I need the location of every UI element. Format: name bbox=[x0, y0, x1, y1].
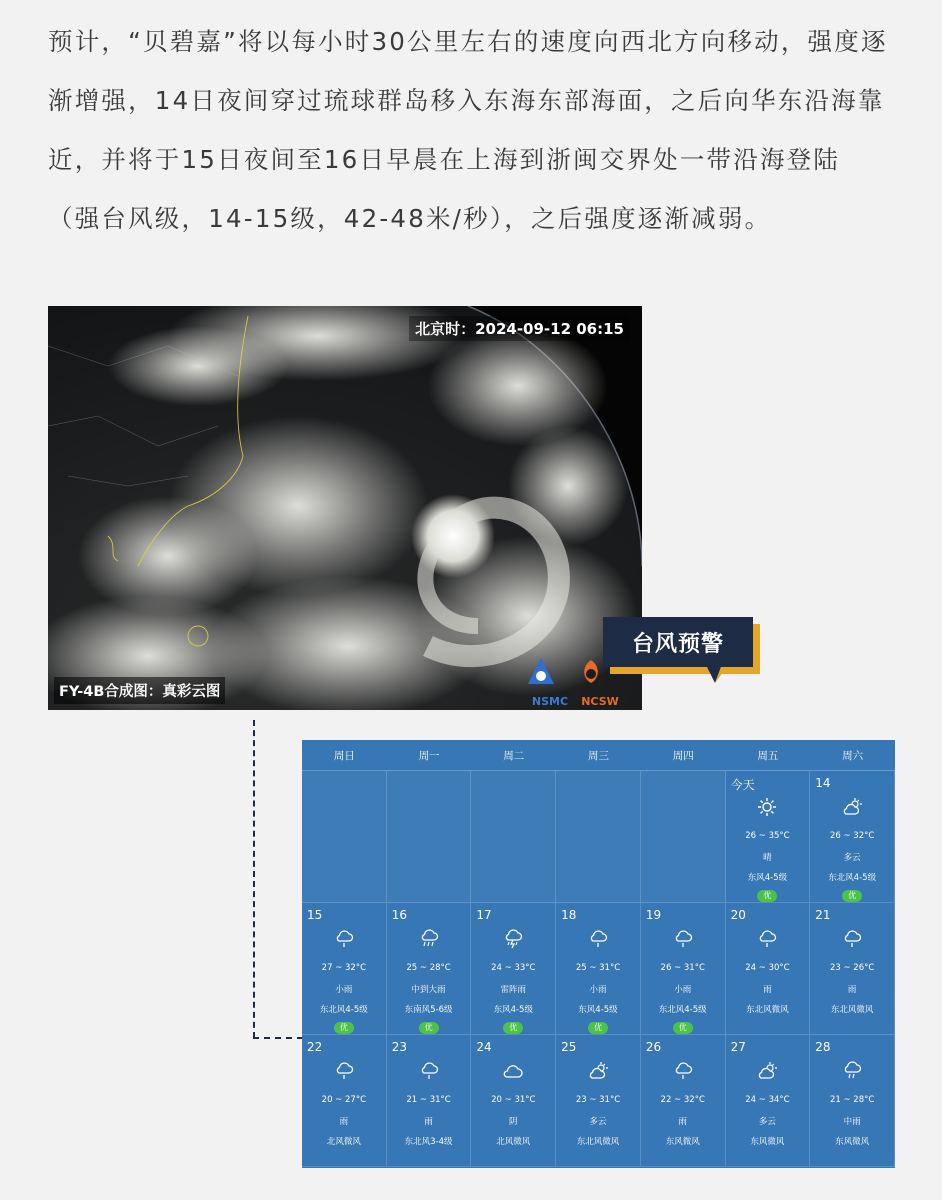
calendar-empty-cell bbox=[387, 771, 472, 903]
day-date: 18 bbox=[561, 908, 577, 922]
day-temperature: 20 ~ 31°C bbox=[491, 1095, 536, 1105]
day-temperature: 21 ~ 28°C bbox=[829, 1095, 875, 1105]
day-temperature: 25 ~ 28°C bbox=[406, 963, 451, 973]
day-wind: 东风4-5级 bbox=[578, 1005, 618, 1015]
calendar-day-cell[interactable] bbox=[556, 903, 641, 1035]
day-condition: 多云 bbox=[589, 1117, 607, 1127]
calendar-empty-cell bbox=[302, 771, 387, 903]
day-date: 26 bbox=[645, 1040, 662, 1054]
ncsw-logo-text: NCSW bbox=[581, 695, 619, 708]
weekday-sun: 周日 bbox=[333, 749, 355, 762]
weekday-thu: 周四 bbox=[672, 749, 694, 762]
day-date: 16 bbox=[391, 908, 407, 922]
day-condition: 小雨 bbox=[674, 985, 692, 995]
day-date: 14 bbox=[815, 776, 831, 790]
day-date: 25 bbox=[561, 1040, 577, 1054]
moderate-rain-icon bbox=[810, 1061, 894, 1081]
aqi-badge: 优 bbox=[419, 1022, 439, 1034]
day-condition: 多云 bbox=[758, 1117, 776, 1127]
rain-icon bbox=[641, 1061, 725, 1081]
aqi-badge: 优 bbox=[503, 1022, 523, 1034]
rain-icon bbox=[302, 929, 386, 949]
calendar-day-cell[interactable] bbox=[471, 1035, 556, 1167]
article-paragraph: 预计，“贝碧嘉”将以每小时30公里左右的速度向西北方向移动，强度逐渐增强，14日夜间穿过琉球群岛移入东海东部海面，之后向华东沿海靠近，并将于15日夜间至16日早晨在上海到浙闽交界处一带沿海登陆（强台风级，14-15级，42-48米/秒），之后强度逐渐减弱。 bbox=[48, 27, 888, 233]
sun-icon bbox=[726, 797, 810, 817]
day-wind: 东风微风 bbox=[750, 1137, 785, 1147]
satellite-caption: FY-4B合成图：真彩云图 bbox=[54, 677, 225, 704]
day-date: 17 bbox=[476, 908, 492, 922]
day-condition: 中到大雨 bbox=[411, 985, 446, 995]
day-condition: 小雨 bbox=[335, 985, 353, 995]
calendar-day-cell[interactable] bbox=[726, 903, 811, 1035]
nsmc-logo bbox=[526, 656, 574, 708]
weekday-tue: 周二 bbox=[503, 749, 525, 762]
weekday-wed: 周三 bbox=[587, 749, 609, 762]
dashed-connector-vertical bbox=[253, 720, 255, 1038]
weekday-fri: 周五 bbox=[757, 749, 779, 762]
day-condition: 雨 bbox=[339, 1117, 349, 1127]
calendar-day-cell[interactable] bbox=[387, 903, 472, 1035]
rain-icon bbox=[810, 929, 894, 949]
day-temperature: 20 ~ 27°C bbox=[321, 1095, 367, 1105]
calendar-day-cell[interactable] bbox=[810, 1035, 895, 1167]
calendar-day-cell[interactable] bbox=[302, 903, 387, 1035]
day-date: 21 bbox=[815, 908, 831, 922]
rain-icon bbox=[387, 1061, 471, 1081]
calendar-day-cell[interactable] bbox=[556, 1035, 641, 1167]
day-wind: 东北风4-5级 bbox=[658, 1005, 707, 1015]
weather-calendar bbox=[302, 740, 895, 1168]
rain-icon bbox=[641, 929, 725, 949]
aqi-badge: 优 bbox=[757, 890, 777, 902]
partly-cloudy-icon bbox=[556, 1061, 640, 1081]
day-condition: 雨 bbox=[763, 985, 772, 995]
calendar-empty-cell bbox=[471, 771, 556, 903]
calendar-day-cell[interactable] bbox=[302, 1035, 387, 1167]
calendar-day-cell[interactable] bbox=[726, 771, 811, 903]
calendar-day-cell[interactable] bbox=[810, 771, 895, 903]
day-date: 22 bbox=[307, 1040, 323, 1054]
calendar-weekday-header bbox=[302, 740, 895, 770]
weekday-mon: 周一 bbox=[418, 749, 440, 762]
partly-cloudy-icon bbox=[726, 1061, 810, 1081]
day-wind: 东南风5-6级 bbox=[404, 1005, 453, 1015]
day-date: 28 bbox=[815, 1040, 831, 1054]
day-wind: 东风4-5级 bbox=[493, 1005, 533, 1015]
day-wind: 东北风微风 bbox=[830, 1005, 874, 1015]
day-date: 19 bbox=[645, 908, 662, 922]
calendar-day-cell[interactable] bbox=[387, 1035, 472, 1167]
day-temperature: 24 ~ 30°C bbox=[745, 963, 790, 973]
day-temperature: 22 ~ 32°C bbox=[660, 1095, 705, 1105]
day-condition: 中雨 bbox=[843, 1117, 861, 1127]
typhoon-warning-badge bbox=[603, 617, 761, 691]
calendar-day-cell[interactable] bbox=[726, 1035, 811, 1167]
day-date: 20 bbox=[730, 908, 746, 922]
day-condition: 雨 bbox=[847, 985, 857, 995]
day-condition: 晴 bbox=[763, 853, 772, 863]
day-temperature: 23 ~ 31°C bbox=[575, 1095, 621, 1105]
day-wind: 东北风4-5级 bbox=[828, 873, 877, 883]
day-temperature: 26 ~ 35°C bbox=[745, 831, 790, 841]
day-wind: 东风4-5级 bbox=[747, 873, 788, 883]
aqi-badge: 优 bbox=[842, 890, 862, 902]
day-condition: 阴 bbox=[509, 1117, 518, 1127]
day-condition: 小雨 bbox=[589, 985, 607, 995]
ncsw-emblem-icon bbox=[576, 656, 606, 686]
rain-icon bbox=[726, 929, 810, 949]
day-wind: 北风微风 bbox=[326, 1137, 361, 1147]
day-temperature: 26 ~ 32°C bbox=[829, 831, 875, 841]
day-wind: 东风微风 bbox=[835, 1137, 870, 1147]
nsmc-emblem-icon bbox=[526, 656, 556, 686]
day-temperature: 27 ~ 32°C bbox=[321, 963, 367, 973]
badge-label: 台风预警 bbox=[603, 617, 753, 667]
calendar-day-cell[interactable] bbox=[641, 903, 726, 1035]
day-date: 今天 bbox=[730, 778, 755, 792]
day-date: 24 bbox=[476, 1040, 492, 1054]
aqi-badge: 优 bbox=[673, 1022, 693, 1034]
calendar-day-cell[interactable] bbox=[641, 1035, 726, 1167]
day-date: 27 bbox=[730, 1040, 746, 1054]
day-date: 23 bbox=[391, 1040, 407, 1054]
weekday-sat: 周六 bbox=[842, 749, 864, 762]
aqi-badge: 优 bbox=[588, 1022, 608, 1034]
satellite-timestamp: 北京时：2024-09-12 06:15 bbox=[409, 316, 630, 341]
badge-tail-icon bbox=[707, 667, 727, 685]
day-condition: 多云 bbox=[843, 853, 861, 863]
calendar-grid bbox=[302, 770, 895, 1167]
rain-icon bbox=[302, 1061, 386, 1081]
calendar-day-cell[interactable] bbox=[810, 903, 895, 1035]
nsmc-logo-text: NSMC bbox=[531, 695, 569, 708]
satellite-image bbox=[48, 306, 642, 710]
day-temperature: 21 ~ 31°C bbox=[406, 1095, 451, 1105]
satellite-cloud-graphic bbox=[48, 306, 642, 710]
day-condition: 雷阵雨 bbox=[500, 985, 527, 995]
day-wind: 北风微风 bbox=[496, 1137, 531, 1147]
day-temperature: 23 ~ 26°C bbox=[829, 963, 875, 973]
day-temperature: 24 ~ 33°C bbox=[491, 963, 536, 973]
dashed-connector-horizontal bbox=[253, 1037, 303, 1039]
day-condition: 雨 bbox=[424, 1117, 433, 1127]
day-date: 15 bbox=[307, 908, 323, 922]
day-temperature: 26 ~ 31°C bbox=[660, 963, 705, 973]
day-wind: 东风微风 bbox=[665, 1137, 700, 1147]
day-wind: 东北风微风 bbox=[746, 1005, 789, 1015]
day-temperature: 25 ~ 31°C bbox=[575, 963, 621, 973]
heavy-rain-icon bbox=[387, 929, 471, 949]
day-condition: 雨 bbox=[678, 1117, 687, 1127]
calendar-empty-cell bbox=[641, 771, 726, 903]
calendar-day-cell[interactable] bbox=[471, 903, 556, 1035]
day-wind: 东北风微风 bbox=[576, 1137, 620, 1147]
day-temperature: 24 ~ 34°C bbox=[745, 1095, 790, 1105]
aqi-badge: 优 bbox=[334, 1022, 354, 1034]
day-wind: 东北风4-5级 bbox=[319, 1005, 368, 1015]
rain-icon bbox=[556, 929, 640, 949]
thunderstorm-icon bbox=[471, 929, 555, 949]
day-wind: 东北风3-4级 bbox=[404, 1137, 453, 1147]
calendar-empty-cell bbox=[556, 771, 641, 903]
partly-cloudy-icon bbox=[810, 797, 894, 817]
cloud-icon bbox=[471, 1061, 555, 1081]
